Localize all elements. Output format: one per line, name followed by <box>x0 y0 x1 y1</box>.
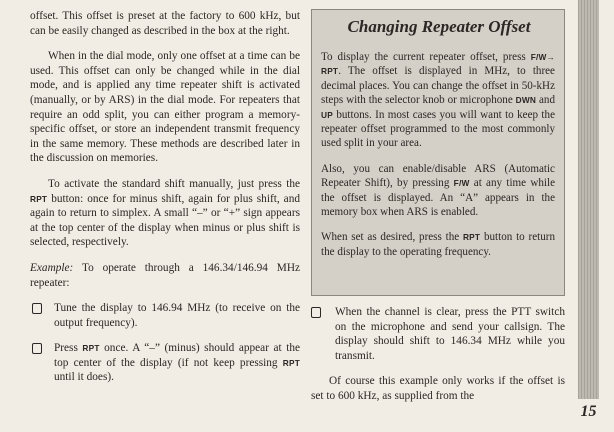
sidebar-paragraph-1 <box>321 50 555 151</box>
paragraph-text: . The offset is displayed in MHz, to three decimal places. You can change the offset in 50-kHz steps with the selector knob or microphone <box>321 65 555 107</box>
paragraph-text: To activate the standard shift manually, just press the <box>48 177 300 190</box>
sidebar-title: Changing Repeater Offset <box>347 17 531 36</box>
right-paragraph-end: Of course this example only works if the offset is set to 600 kHz, as supplied from the <box>311 375 565 402</box>
step-text: Tune the display to 146.94 MHz (to receive on the output frequency). <box>54 302 300 329</box>
page-number: 15 <box>575 399 602 425</box>
dwn-key-label: DWN <box>515 95 537 106</box>
step-text: When the channel is clear, press the PTT switch on the microphone and send your callsign. The display should shift to 146.34 MHz while you transmit. <box>335 306 565 362</box>
checkbox-icon <box>311 307 321 318</box>
step-3 <box>311 305 565 363</box>
sidebar-paragraph-3 <box>321 230 555 259</box>
left-column <box>30 9 300 385</box>
paragraph-text: and <box>536 94 555 107</box>
paragraph-text: Also, you can enable/disable ARS (Automatic Repeater Shift), by pressing <box>321 162 555 190</box>
paragraph-text: at any time while the offset is displayed. An “A” appears in the memory box when ARS is enabled. <box>321 177 556 219</box>
step-text: once. A “–” (minus) should appear at the top center of the display (if not keep pressing <box>54 342 300 369</box>
right-column <box>311 305 565 404</box>
fw-key-label: F/W <box>453 178 470 189</box>
sidebar-body <box>321 50 555 259</box>
rpt-key-label: RPT <box>82 343 100 354</box>
rpt-key-label: RPT <box>30 193 48 204</box>
step-2 <box>30 341 300 385</box>
repeater-offset-sidebar <box>311 9 565 296</box>
step-text: until it does). <box>54 371 114 384</box>
page-edge-strip <box>578 0 599 402</box>
example-text: To operate through a 146.34/146.94 MHz repeater: <box>30 261 300 289</box>
left-paragraph-2: When in the dial mode, only one offset at a time can be used. This offset can only be changed while in the dial mode, and is applied any time repeater shift is activated (manually, or by ARS) in the dial mode. For repeaters that require an odd split, you can either program a memory-specific offset, or store an independent transmit frequency in the same memory. These methods are described later in the discussion on memories. <box>30 50 300 165</box>
paragraph-text: To display the current repeater offset, press <box>321 51 531 63</box>
left-paragraph-3 <box>30 177 300 250</box>
rpt-key-label: RPT <box>282 357 300 368</box>
left-paragraph-1: offset. This offset is preset at the factory to 600 kHz, but can be easily changed as described in the box at the right. <box>30 10 300 37</box>
paragraph-text: When set as desired, press the <box>321 231 463 244</box>
checkbox-icon <box>32 343 42 354</box>
rpt-key-label: RPT <box>462 232 481 243</box>
paragraph-text: button to return the display to the operating frequency. <box>321 231 555 258</box>
step-text: Press <box>54 342 83 355</box>
sidebar-paragraph-2 <box>321 162 555 220</box>
fw-rpt-key-label: F/W→ RPT <box>321 52 555 77</box>
example-paragraph <box>30 261 300 290</box>
step-1 <box>30 301 300 330</box>
example-label: Example: <box>30 261 74 274</box>
paragraph-text: buttons. In most cases you will want to keep the repeater offset programmed to the most commonly used split in your area. <box>321 108 555 150</box>
paragraph-text: button: once for minus shift, again for plus shift, and again to return to simplex. A small “–” or “+” sign appears at the top center of the display when minus or plus shift is selected, respectively. <box>30 192 300 249</box>
checkbox-icon <box>32 303 42 314</box>
up-key-label: UP <box>321 109 333 120</box>
